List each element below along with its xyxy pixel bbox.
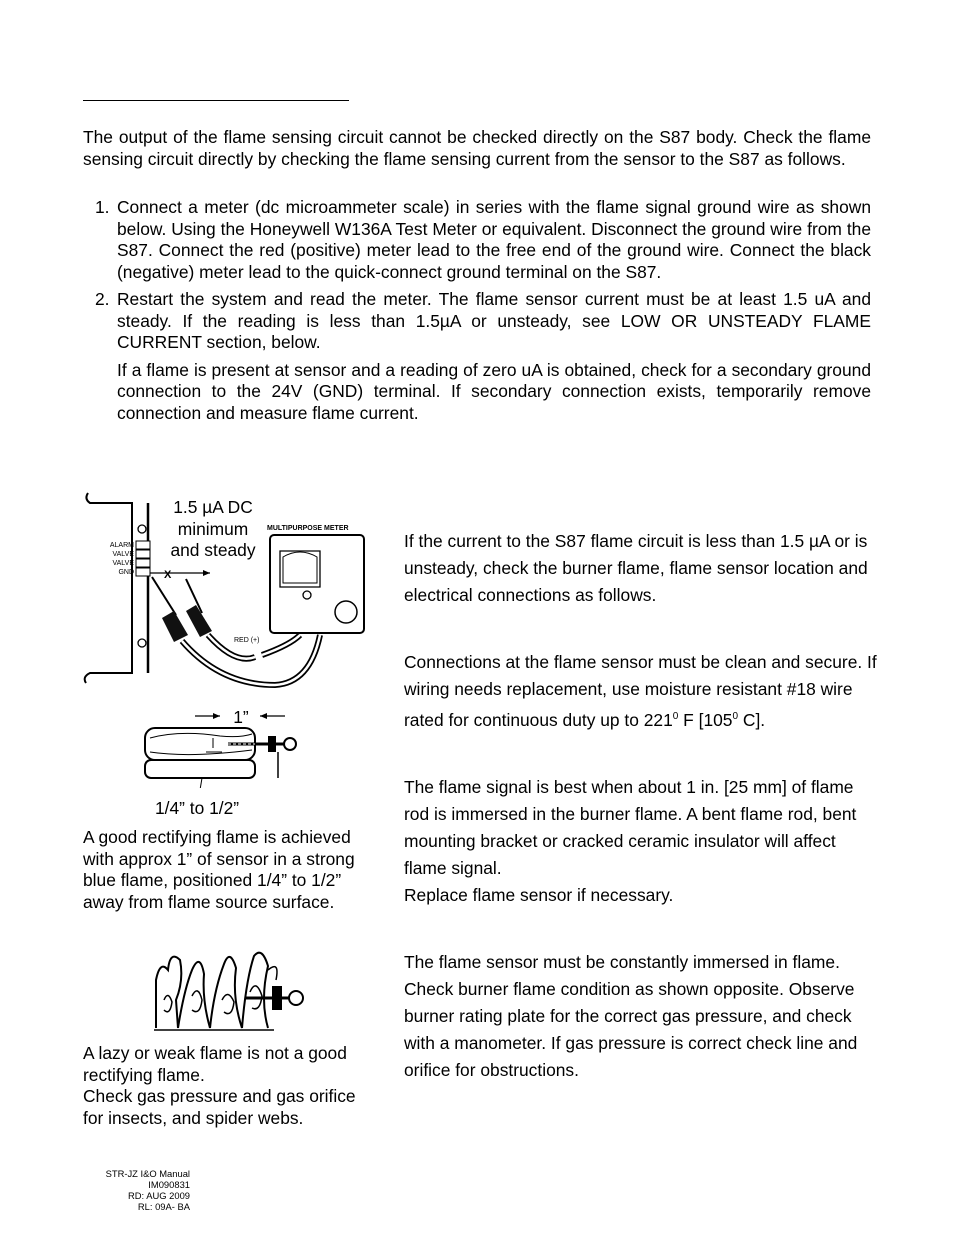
sensor-nut-icon	[289, 991, 303, 1005]
sensor-nut-icon	[284, 738, 296, 750]
lazy-flame-figure	[150, 940, 310, 1032]
terminal-label: VALVE	[112, 551, 134, 558]
degree-sup: 0	[732, 711, 739, 722]
connections-paragraph	[404, 649, 878, 734]
sensor-bracket	[272, 986, 282, 1010]
bad-flame-caption	[83, 1043, 363, 1129]
mount-hole-icon	[138, 525, 146, 533]
replace-sensor-line: Replace flame sensor if necessary.	[404, 884, 674, 905]
sensor-bracket	[268, 736, 276, 752]
meter-note	[163, 497, 263, 562]
sensor-length-label: 1”	[233, 707, 249, 727]
footer-line: STR-JZ I&O Manual	[105, 1168, 190, 1179]
meter-note-line: minimum	[177, 518, 249, 539]
meter-label: MULTIPURPOSE METER	[267, 525, 349, 532]
footer-line: RD: AUG 2009	[127, 1190, 190, 1201]
step-text: Connect a meter (dc microammeter scale) in series with the flame signal ground wire as shown below. Using the Honeywell W136A Test Meter or equivalent. Disconnect the ground wire from the S87. Connect the red (positive) meter lead to the free end of the ground wire. Connect the black (negative) meter lead to the quick-connect ground terminal on the S87.	[117, 197, 871, 282]
step-number: 2.	[95, 289, 110, 309]
flame-signal-paragraph: The flame signal is best when about 1 in. [25 mm] of flame rod is immersed in the burner flame. A bent flame rod, bent mounting bracket or cracked ceramic insulator will affect flame signal.	[404, 776, 857, 878]
meter-note-line: and steady	[170, 540, 256, 560]
good-flame-caption: A good rectifying flame is achieved with approx 1” of sensor in a strong blue flame, positioned 1/4” to 1/2” away from flame source surface.	[83, 827, 355, 912]
sensor-gap-label: 1/4” to 1/2”	[155, 798, 240, 818]
probe-black-tip	[152, 577, 176, 615]
bad-flame-caption-line: Check gas pressure and gas orifice for insects, and spider webs.	[83, 1086, 356, 1128]
terminal-block	[136, 550, 150, 558]
flame-sensor-figure	[140, 708, 310, 788]
mount-hole-icon	[138, 639, 146, 647]
terminal-label: GND	[118, 569, 134, 576]
arrow-left-icon	[260, 713, 267, 719]
arrow-head-icon	[203, 570, 210, 576]
step-text: Restart the system and read the meter. The flame sensor current must be at least 1.5 uA and steady. If the reading is less than 1.5µA or unsteady, see LOW OR UNSTEADY FLAME CURRENT section, below.	[117, 289, 871, 352]
x-mark: X	[164, 569, 172, 581]
s87-body-outline	[85, 493, 132, 683]
lead-label: RED (+)	[234, 637, 260, 644]
footer-line: RL: 09A- BA	[137, 1201, 190, 1212]
multipurpose-meter-icon	[270, 535, 364, 633]
terminal-label: ALARM	[109, 542, 134, 549]
connections-text: Connections at the flame sensor must be clean and secure. If wiring needs replacement, use moisture resistant #18 wire rated for continuous duty up to 221	[404, 652, 877, 730]
connections-text: F [105	[678, 709, 733, 730]
burner-base	[145, 760, 255, 778]
terminal-block	[136, 568, 150, 576]
probe-black	[162, 611, 188, 642]
steps-list	[83, 197, 871, 430]
terminal-block	[136, 541, 150, 549]
degree-sup: 0	[672, 711, 679, 722]
footer-line: IM090831	[148, 1179, 190, 1190]
low-current-paragraph: If the current to the S87 flame circuit is less than 1.5 µA or is unsteady, check the burner flame, flame sensor location and electrical connections as follows.	[404, 531, 868, 605]
probe-red	[186, 605, 212, 637]
footer-block	[80, 1168, 190, 1212]
bad-flame-caption-line: A lazy or weak flame is not a good rectifying flame.	[83, 1043, 347, 1085]
terminal-label: VALVE	[112, 560, 134, 567]
meter-note-line: 1.5 µA DC	[173, 497, 253, 517]
step-number: 1.	[95, 197, 110, 217]
step-extra-text: If a flame is present at sensor and a reading of zero uA is obtained, check for a secondary ground connection to the 24V (GND) terminal. If secondary connection exists, temporarily remove connection and measure flame current.	[117, 359, 871, 423]
connections-text: C].	[738, 709, 766, 730]
terminal-block	[136, 559, 150, 567]
step-item	[83, 197, 871, 283]
section-heading-rule	[83, 100, 349, 101]
intro-paragraph: The output of the flame sensing circuit cannot be checked directly on the S87 body. Check the flame sensing circuit directly by checking the flame sensing current from the sensor to the S87 as follows.	[83, 127, 871, 169]
immersion-paragraph: The flame sensor must be constantly immersed in flame. Check burner flame condition as shown opposite. Observe burner rating plate for the correct gas pressure, and check with a manometer. If gas pressure is correct check line and orifice for obstructions.	[404, 951, 858, 1080]
arrow-right-icon	[213, 713, 220, 719]
step-item	[83, 289, 871, 424]
right-column	[404, 528, 878, 1084]
